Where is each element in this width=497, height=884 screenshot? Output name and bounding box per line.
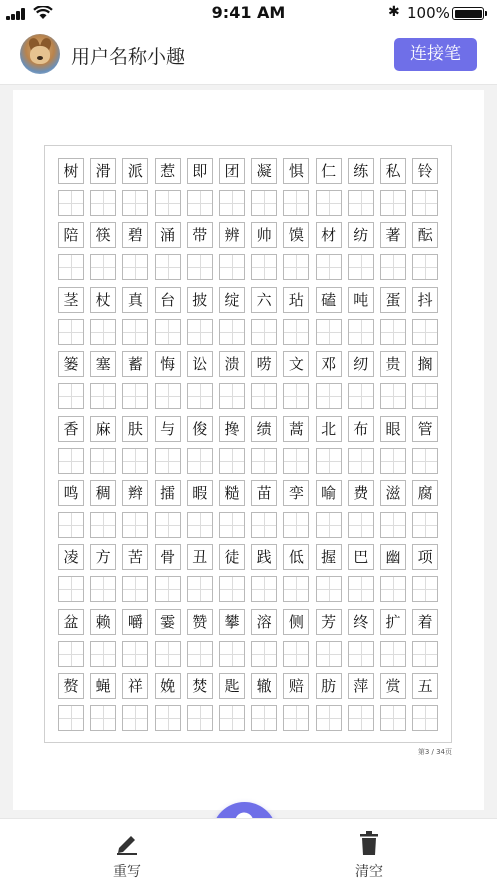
practice-cell[interactable] (187, 190, 213, 216)
practice-cell[interactable] (348, 319, 374, 345)
practice-cell[interactable] (283, 448, 309, 474)
model-character-cell: 带 (187, 222, 213, 248)
practice-cell[interactable] (58, 705, 84, 731)
practice-cell[interactable] (316, 319, 342, 345)
practice-cell[interactable] (155, 705, 181, 731)
practice-cell[interactable] (155, 254, 181, 280)
username: 用户名称小趣 (71, 46, 186, 68)
practice-cell[interactable] (155, 319, 181, 345)
model-character-cell: 派 (122, 158, 148, 184)
model-character-cell: 馍 (283, 222, 309, 248)
model-character-cell: 北 (316, 416, 342, 442)
model-character-cell: 苗 (251, 480, 277, 506)
trash-icon (358, 831, 380, 855)
practice-cell[interactable] (316, 448, 342, 474)
practice-cell[interactable] (122, 512, 148, 538)
model-character-cell: 溃 (219, 351, 245, 377)
practice-cell[interactable] (122, 576, 148, 602)
model-character-cell: 讼 (187, 351, 213, 377)
model-character-cell: 香 (58, 416, 84, 442)
practice-cell[interactable] (412, 383, 438, 409)
practice-cell[interactable] (412, 254, 438, 280)
battery-percent: 100% (407, 4, 450, 22)
model-character-cell: 仁 (316, 158, 342, 184)
practice-cell[interactable] (380, 512, 406, 538)
practice-cell[interactable] (219, 190, 245, 216)
practice-cell[interactable] (187, 641, 213, 667)
model-character-cell: 擂 (155, 480, 181, 506)
practice-cell[interactable] (348, 383, 374, 409)
model-character-cell: 凝 (251, 158, 277, 184)
model-character-cell: 碧 (122, 222, 148, 248)
character-grid[interactable] (44, 145, 452, 743)
model-character-cell: 匙 (219, 673, 245, 699)
model-character-cell: 终 (348, 609, 374, 635)
practice-cell[interactable] (90, 190, 116, 216)
model-character-cell: 绩 (251, 416, 277, 442)
practice-cell[interactable] (283, 190, 309, 216)
practice-cell[interactable] (90, 319, 116, 345)
model-character-cell: 与 (155, 416, 181, 442)
model-character-cell: 俊 (187, 416, 213, 442)
practice-cell[interactable] (90, 383, 116, 409)
model-character-cell: 践 (251, 544, 277, 570)
model-character-cell: 焚 (187, 673, 213, 699)
model-character-cell: 著 (380, 222, 406, 248)
model-character-cell: 方 (90, 544, 116, 570)
practice-cell[interactable] (380, 190, 406, 216)
practice-cell[interactable] (348, 190, 374, 216)
model-character-cell: 赔 (283, 673, 309, 699)
battery-icon (452, 7, 484, 20)
practice-cell[interactable] (251, 705, 277, 731)
practice-cell[interactable] (122, 641, 148, 667)
practice-cell[interactable] (380, 254, 406, 280)
practice-cell[interactable] (316, 705, 342, 731)
practice-cell[interactable] (316, 383, 342, 409)
practice-cell[interactable] (219, 512, 245, 538)
model-character-cell: 陪 (58, 222, 84, 248)
practice-cell[interactable] (251, 576, 277, 602)
model-character-cell: 惧 (283, 158, 309, 184)
model-character-cell: 邓 (316, 351, 342, 377)
model-character-cell: 蒿 (283, 416, 309, 442)
model-character-cell: 篓 (58, 351, 84, 377)
rewrite-button[interactable] (97, 831, 157, 881)
model-character-cell: 巴 (348, 544, 374, 570)
practice-cell[interactable] (380, 383, 406, 409)
practice-cell[interactable] (155, 383, 181, 409)
practice-cell[interactable] (187, 705, 213, 731)
model-character-cell: 材 (316, 222, 342, 248)
practice-cell[interactable] (187, 512, 213, 538)
model-character-cell: 帅 (251, 222, 277, 248)
status-bar (0, 0, 497, 26)
model-character-cell: 骨 (155, 544, 181, 570)
practice-cell[interactable] (348, 448, 374, 474)
practice-cell[interactable] (187, 448, 213, 474)
model-character-cell: 侧 (283, 609, 309, 635)
practice-cell[interactable] (187, 254, 213, 280)
model-character-cell: 五 (412, 673, 438, 699)
model-character-cell: 赏 (380, 673, 406, 699)
model-character-cell: 纫 (348, 351, 374, 377)
practice-cell[interactable] (348, 641, 374, 667)
model-character-cell: 搀 (219, 416, 245, 442)
model-character-cell: 嚼 (122, 609, 148, 635)
practice-cell[interactable] (412, 448, 438, 474)
rewrite-label: 重写 (113, 864, 141, 880)
practice-cell[interactable] (219, 705, 245, 731)
model-character-cell: 悔 (155, 351, 181, 377)
model-character-cell: 唠 (251, 351, 277, 377)
model-character-cell: 团 (219, 158, 245, 184)
practice-cell[interactable] (251, 512, 277, 538)
model-character-cell: 铃 (412, 158, 438, 184)
practice-cell[interactable] (58, 576, 84, 602)
practice-cell[interactable] (90, 576, 116, 602)
clear-label: 清空 (355, 864, 383, 880)
practice-cell[interactable] (283, 705, 309, 731)
practice-cell[interactable] (90, 705, 116, 731)
practice-cell[interactable] (219, 254, 245, 280)
practice-cell[interactable] (122, 319, 148, 345)
practice-cell[interactable] (283, 576, 309, 602)
practice-cell[interactable] (58, 254, 84, 280)
model-character-cell: 茎 (58, 287, 84, 313)
model-character-cell: 酝 (412, 222, 438, 248)
model-character-cell: 糙 (219, 480, 245, 506)
practice-cell[interactable] (155, 448, 181, 474)
model-character-cell: 蝇 (90, 673, 116, 699)
model-character-cell: 赘 (58, 673, 84, 699)
practice-cell[interactable] (122, 254, 148, 280)
model-character-cell: 项 (412, 544, 438, 570)
model-character-cell: 涌 (155, 222, 181, 248)
model-character-cell: 肤 (122, 416, 148, 442)
model-character-cell: 霎 (155, 609, 181, 635)
model-character-cell: 萍 (348, 673, 374, 699)
model-character-cell: 扩 (380, 609, 406, 635)
model-character-cell: 娩 (155, 673, 181, 699)
practice-cell[interactable] (251, 254, 277, 280)
model-character-cell: 攀 (219, 609, 245, 635)
practice-cell[interactable] (219, 383, 245, 409)
model-character-cell: 滑 (90, 158, 116, 184)
practice-cell[interactable] (283, 512, 309, 538)
practice-cell[interactable] (251, 190, 277, 216)
model-character-cell: 费 (348, 480, 374, 506)
practice-cell[interactable] (348, 512, 374, 538)
model-character-cell: 徒 (219, 544, 245, 570)
practice-cell[interactable] (122, 383, 148, 409)
model-character-cell: 孪 (283, 480, 309, 506)
practice-cell[interactable] (155, 512, 181, 538)
model-character-cell: 稠 (90, 480, 116, 506)
practice-cell[interactable] (251, 641, 277, 667)
model-character-cell: 辨 (219, 222, 245, 248)
model-character-cell: 凌 (58, 544, 84, 570)
practice-cell[interactable] (380, 641, 406, 667)
model-character-cell: 文 (283, 351, 309, 377)
practice-cell[interactable] (58, 383, 84, 409)
model-character-cell: 磕 (316, 287, 342, 313)
practice-cell[interactable] (155, 190, 181, 216)
practice-cell[interactable] (187, 383, 213, 409)
practice-cell[interactable] (412, 705, 438, 731)
practice-cell[interactable] (348, 705, 374, 731)
model-character-cell: 喻 (316, 480, 342, 506)
model-character-cell: 绽 (219, 287, 245, 313)
model-character-cell: 暇 (187, 480, 213, 506)
model-character-cell: 即 (187, 158, 213, 184)
model-character-cell: 赞 (187, 609, 213, 635)
practice-cell[interactable] (316, 254, 342, 280)
model-character-cell: 筷 (90, 222, 116, 248)
practice-cell[interactable] (219, 576, 245, 602)
app-header (0, 26, 497, 85)
model-character-cell: 六 (251, 287, 277, 313)
practice-cell[interactable] (412, 319, 438, 345)
practice-cell[interactable] (122, 705, 148, 731)
practice-cell[interactable] (283, 319, 309, 345)
status-time: 9:41 AM (211, 3, 286, 22)
model-character-cell: 杖 (90, 287, 116, 313)
practice-cell[interactable] (58, 448, 84, 474)
model-character-cell: 辫 (122, 480, 148, 506)
practice-cell[interactable] (187, 576, 213, 602)
practice-cell[interactable] (219, 641, 245, 667)
practice-cell[interactable] (348, 576, 374, 602)
page-indicator: 第3 / 34页 (417, 748, 452, 756)
model-character-cell: 麻 (90, 416, 116, 442)
model-character-cell: 握 (316, 544, 342, 570)
model-character-cell: 蛋 (380, 287, 406, 313)
model-character-cell: 低 (283, 544, 309, 570)
model-character-cell: 鸣 (58, 480, 84, 506)
practice-cell[interactable] (348, 254, 374, 280)
connect-pen-button[interactable]: 连接笔 (394, 38, 477, 71)
model-character-cell: 幽 (380, 544, 406, 570)
practice-cell[interactable] (58, 319, 84, 345)
practice-cell[interactable] (412, 190, 438, 216)
model-character-cell: 滋 (380, 480, 406, 506)
practice-cell[interactable] (58, 641, 84, 667)
model-character-cell: 塞 (90, 351, 116, 377)
practice-cell[interactable] (380, 576, 406, 602)
practice-cell[interactable] (58, 190, 84, 216)
practice-cell[interactable] (90, 448, 116, 474)
model-character-cell: 私 (380, 158, 406, 184)
practice-cell[interactable] (412, 512, 438, 538)
worksheet-paper (13, 90, 484, 810)
bluetooth-icon: ✱ (388, 4, 400, 20)
practice-cell[interactable] (155, 576, 181, 602)
model-character-cell: 玷 (283, 287, 309, 313)
model-character-cell: 纺 (348, 222, 374, 248)
practice-cell[interactable] (90, 641, 116, 667)
clear-button[interactable] (339, 831, 399, 881)
model-character-cell: 辙 (251, 673, 277, 699)
practice-cell[interactable] (90, 254, 116, 280)
model-character-cell: 腐 (412, 480, 438, 506)
practice-cell[interactable] (380, 448, 406, 474)
model-character-cell: 苦 (122, 544, 148, 570)
practice-cell[interactable] (283, 383, 309, 409)
model-character-cell: 台 (155, 287, 181, 313)
model-character-cell: 着 (412, 609, 438, 635)
practice-cell[interactable] (316, 576, 342, 602)
model-character-cell: 惹 (155, 158, 181, 184)
practice-cell[interactable] (122, 190, 148, 216)
practice-cell[interactable] (412, 576, 438, 602)
pencil-icon (114, 831, 140, 855)
bottom-toolbar (0, 818, 497, 884)
model-character-cell: 眼 (380, 416, 406, 442)
practice-cell[interactable] (155, 641, 181, 667)
practice-cell[interactable] (316, 641, 342, 667)
model-character-cell: 盆 (58, 609, 84, 635)
practice-cell[interactable] (283, 641, 309, 667)
model-character-cell: 抖 (412, 287, 438, 313)
practice-cell[interactable] (316, 190, 342, 216)
model-character-cell: 树 (58, 158, 84, 184)
model-character-cell: 真 (122, 287, 148, 313)
practice-cell[interactable] (219, 319, 245, 345)
model-character-cell: 蓄 (122, 351, 148, 377)
model-character-cell: 贵 (380, 351, 406, 377)
model-character-cell: 管 (412, 416, 438, 442)
model-character-cell: 练 (348, 158, 374, 184)
model-character-cell: 布 (348, 416, 374, 442)
practice-cell[interactable] (251, 319, 277, 345)
practice-cell[interactable] (283, 254, 309, 280)
model-character-cell: 芳 (316, 609, 342, 635)
practice-cell[interactable] (58, 512, 84, 538)
practice-cell[interactable] (90, 512, 116, 538)
model-character-cell: 溶 (251, 609, 277, 635)
practice-cell[interactable] (316, 512, 342, 538)
model-character-cell: 丑 (187, 544, 213, 570)
model-character-cell: 祥 (122, 673, 148, 699)
practice-cell[interactable] (412, 641, 438, 667)
practice-cell[interactable] (187, 319, 213, 345)
practice-cell[interactable] (251, 383, 277, 409)
model-character-cell: 搁 (412, 351, 438, 377)
avatar[interactable] (20, 34, 60, 74)
practice-cell[interactable] (122, 448, 148, 474)
practice-cell[interactable] (251, 448, 277, 474)
practice-cell[interactable] (380, 705, 406, 731)
model-character-cell: 赖 (90, 609, 116, 635)
practice-cell[interactable] (380, 319, 406, 345)
model-character-cell: 吨 (348, 287, 374, 313)
model-character-cell: 肪 (316, 673, 342, 699)
practice-cell[interactable] (219, 448, 245, 474)
model-character-cell: 披 (187, 287, 213, 313)
